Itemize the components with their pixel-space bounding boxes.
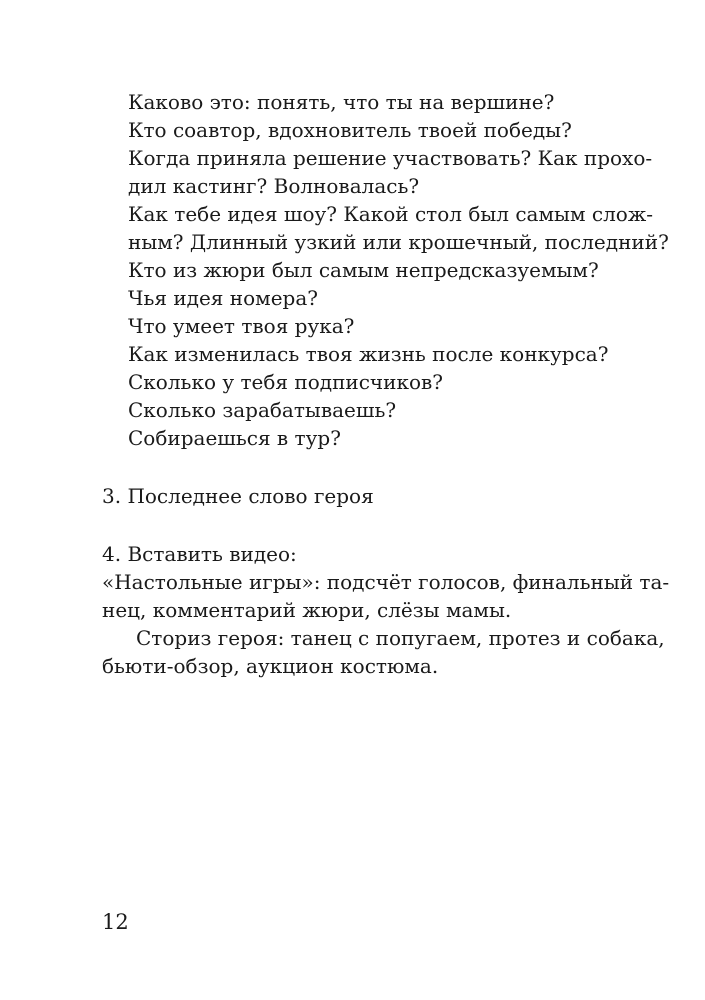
question-line: Собираешься в тур? [128, 426, 341, 450]
question-line: ным? Длинный узкий или крошечный, последний? [128, 230, 669, 254]
question-line: Чья идея номера? [128, 286, 318, 310]
section-4-text-line: нец, комментарий жюри, слёзы мамы. [102, 598, 512, 622]
section-4-text-line: бьюти-обзор, аукцион костюма. [102, 654, 439, 678]
question-line: Кто соавтор, вдохновитель твоей победы? [128, 118, 572, 142]
section-4-text-line: Сториз героя: танец с попугаем, протез и собака, [136, 626, 665, 650]
question-line: Что умеет твоя рука? [128, 314, 355, 338]
section-3-heading: 3. Последнее слово героя [102, 484, 374, 508]
question-line: Как тебе идея шоу? Какой стол был самым слож- [128, 202, 653, 226]
question-line: Кто из жюри был самым непредсказуемым? [128, 258, 599, 282]
question-line: дил кастинг? Волновалась? [128, 174, 420, 198]
question-line: Как изменилась твоя жизнь после конкурса? [128, 342, 609, 366]
question-line: Сколько зарабатываешь? [128, 398, 397, 422]
section-4-text-line: «Настольные игры»: подсчёт голосов, финальный та- [102, 570, 670, 594]
section-4-heading: 4. Вставить видео: [102, 542, 297, 566]
question-line: Каково это: понять, что ты на вершине? [128, 90, 555, 114]
question-line: Сколько у тебя подписчиков? [128, 370, 443, 394]
page-number: 12 [102, 910, 129, 934]
question-line: Когда приняла решение участвовать? Как прохо- [128, 146, 653, 170]
